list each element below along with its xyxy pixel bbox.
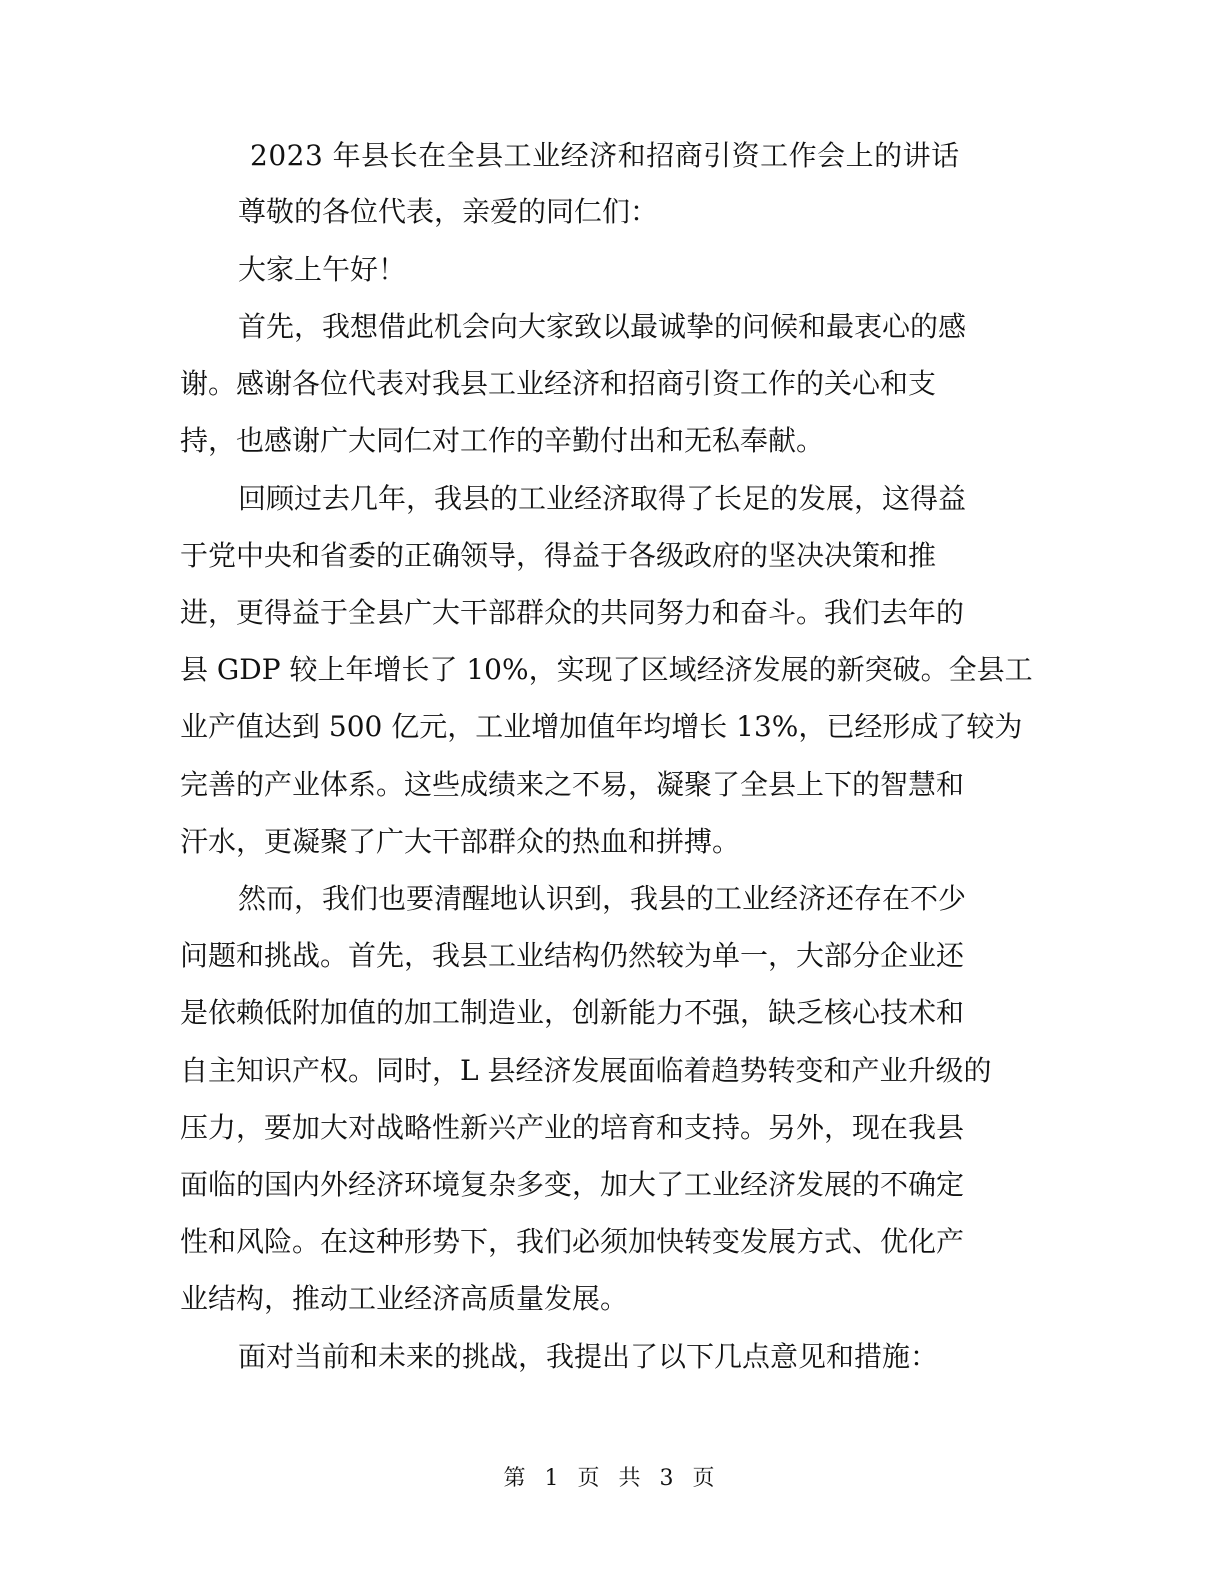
paragraph-line: 汗水，更凝聚了广大干部群众的热血和拼搏。 (180, 825, 741, 858)
paragraph-line: 然而，我们也要清醒地认识到，我县的工业经济还存在不少 (238, 882, 967, 915)
paragraph-line: 县 GDP 较上年增长了 10%，实现了区域经济发展的新突破。全县工 (180, 653, 1033, 686)
paragraph-line: 谢。感谢各位代表对我县工业经济和招商引资工作的关心和支 (180, 367, 937, 400)
paragraph-line: 首先，我想借此机会向大家致以最诚挚的问候和最衷心的感 (238, 310, 967, 343)
paragraph-line: 面对当前和未来的挑战，我提出了以下几点意见和措施： (238, 1340, 939, 1373)
paragraph-line: 是依赖低附加值的加工制造业，创新能力不强，缺乏核心技术和 (180, 996, 965, 1029)
paragraph-line: 持，也感谢广大同仁对工作的辛勤付出和无私奉献。 (180, 424, 825, 457)
paragraph-line: 面临的国内外经济环境复杂多变，加大了工业经济发展的不确定 (180, 1168, 965, 1201)
paragraph-line: 回顾过去几年，我县的工业经济取得了长足的发展，这得益 (238, 482, 967, 515)
paragraph-line: 自主知识产权。同时，L 县经济发展面临着趋势转变和产业升级的 (180, 1054, 992, 1087)
salutation-line: 尊敬的各位代表，亲爱的同仁们： (238, 195, 659, 228)
paragraph-line: 压力，要加大对战略性新兴产业的培育和支持。另外，现在我县 (180, 1111, 965, 1144)
paragraph-line: 于党中央和省委的正确领导，得益于各级政府的坚决决策和推 (180, 539, 937, 572)
paragraph-line: 进，更得益于全县广大干部群众的共同努力和奋斗。我们去年的 (180, 596, 965, 629)
document-title: 2023 年县长在全县工业经济和招商引资工作会上的讲话 (250, 139, 960, 172)
paragraph-line: 业结构，推动工业经济高质量发展。 (180, 1282, 629, 1315)
paragraph-line: 完善的产业体系。这些成绩来之不易，凝聚了全县上下的智慧和 (180, 768, 965, 801)
paragraph-line: 性和风险。在这种形势下，我们必须加快转变发展方式、优化产 (180, 1225, 965, 1258)
paragraph-line: 业产值达到 500 亿元，工业增加值年均增长 13%，已经形成了较为 (180, 710, 1023, 743)
paragraph-line: 问题和挑战。首先，我县工业结构仍然较为单一，大部分企业还 (180, 939, 965, 972)
greeting-line: 大家上午好！ (238, 253, 407, 286)
page-footer: 第 1 页 共 3 页 (503, 1466, 721, 1491)
